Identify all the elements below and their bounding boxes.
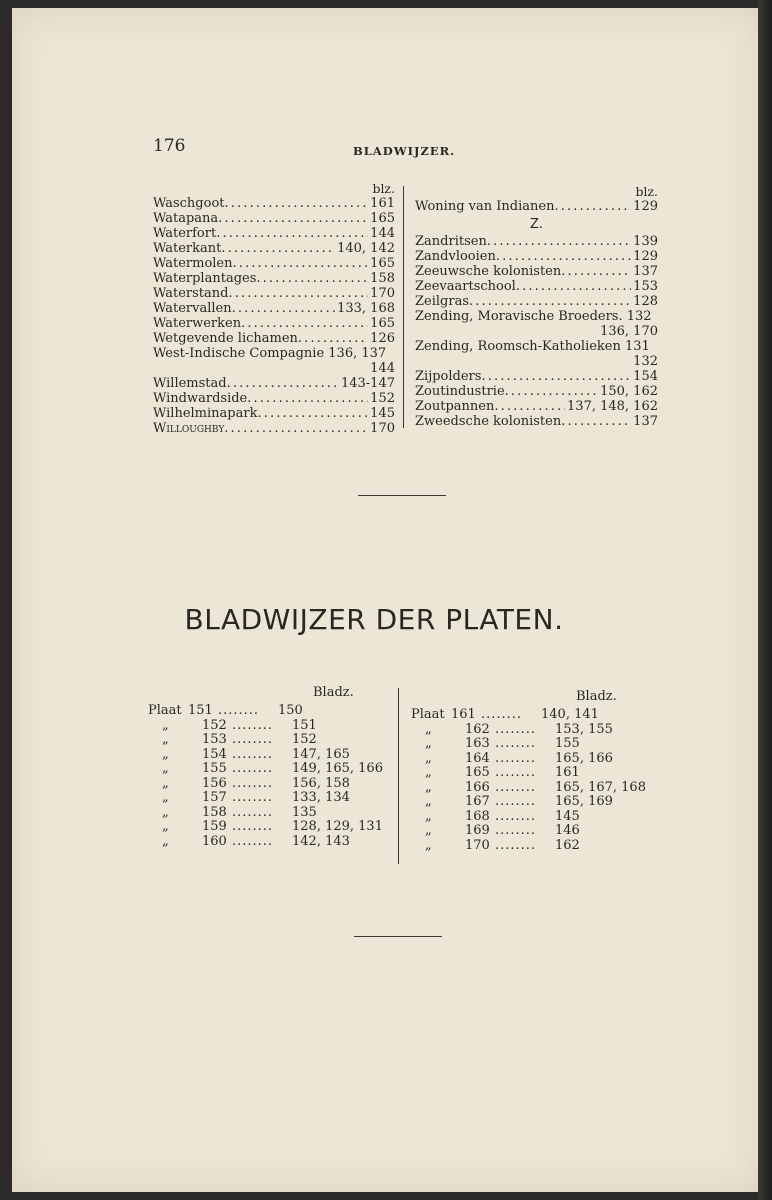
index-term: Zeeuwsche kolonisten	[415, 264, 562, 279]
leader-dots	[516, 279, 631, 294]
plate-pages: 151	[292, 717, 317, 733]
leader-dots: ........	[495, 824, 537, 838]
index-page: 128	[633, 294, 658, 309]
index-page: 129	[633, 249, 658, 264]
leader-dots	[256, 271, 368, 286]
index-term: West-Indische Compagnie 136, 137	[153, 346, 387, 361]
index-page: 129	[633, 199, 658, 214]
plate-pages: 161	[555, 765, 580, 780]
leader-dots	[298, 331, 368, 346]
plate-pages: 165, 166	[555, 750, 613, 766]
index-page: 150, 162	[600, 384, 658, 399]
plate-pages: 149, 165, 166	[292, 761, 383, 776]
index-entry	[415, 399, 658, 414]
index-term: Windwardside	[153, 391, 248, 406]
plate-entry	[148, 777, 383, 792]
plates-title: BLADWIJZER DER PLATEN.	[184, 603, 564, 636]
index-term: Willemstad	[153, 376, 227, 391]
index-term: Watervallen	[153, 301, 232, 316]
leader-dots	[241, 316, 368, 331]
col-header: Bladz.	[313, 685, 354, 700]
leader-dots: ........	[232, 834, 274, 849]
plate-number: 159	[202, 819, 227, 834]
plate-number: 152	[202, 717, 227, 733]
plate-entry	[411, 708, 646, 723]
col-header: Bladz.	[576, 689, 617, 704]
plate-number: 156	[202, 775, 227, 791]
plates-column-right	[411, 690, 646, 853]
index-page: 137, 148, 162	[567, 399, 658, 414]
leader-dots: ........	[481, 708, 523, 722]
index-entry	[153, 196, 395, 211]
page-edge	[758, 0, 772, 1200]
leader-dots	[554, 199, 631, 214]
plate-number: 164	[465, 750, 490, 766]
index-entry	[153, 211, 395, 226]
index-term: Zandritsen	[415, 234, 487, 249]
index-entry	[415, 264, 658, 279]
index-term: Waterwerken	[153, 316, 242, 331]
index-page-continuation: 132	[633, 354, 658, 369]
index-term: Zoutpannen	[415, 399, 495, 414]
leader-dots: ........	[495, 751, 537, 766]
plate-prefix: „	[162, 804, 169, 820]
leader-dots: ........	[495, 737, 537, 751]
plate-number: 158	[202, 804, 227, 820]
leader-dots: ........	[232, 733, 274, 747]
index-page-continuation: 136, 170	[600, 324, 658, 339]
plate-prefix: Plaat	[148, 703, 182, 718]
separator-rule	[354, 936, 442, 937]
index-entry	[415, 309, 658, 324]
plate-number: 154	[202, 746, 227, 762]
index-entry	[415, 414, 658, 429]
plate-number: 169	[465, 823, 490, 838]
index-term: Zeevaartschool	[415, 279, 516, 294]
plate-entry	[411, 810, 646, 825]
index-page: 126	[370, 331, 395, 346]
plate-prefix: „	[425, 837, 432, 853]
index-term: Woning van Indianen	[415, 199, 555, 214]
plate-pages: 165, 169	[555, 794, 613, 809]
leader-dots	[247, 391, 368, 406]
plate-prefix: „	[425, 823, 432, 838]
leader-dots	[257, 406, 368, 421]
plate-pages: 155	[555, 736, 580, 751]
leader-dots: ........	[232, 762, 274, 776]
plate-prefix: „	[162, 790, 169, 805]
plate-prefix: „	[162, 775, 169, 791]
index-entry	[153, 376, 395, 391]
index-page: 137	[633, 264, 658, 279]
index-entry	[415, 234, 658, 249]
index-page: 144	[370, 226, 395, 241]
index-term: Zoutindustrie	[415, 384, 505, 399]
index-entry	[153, 301, 395, 316]
index-entry	[153, 331, 395, 346]
leader-dots: ........	[495, 795, 537, 809]
plate-pages: 156, 158	[292, 775, 350, 791]
plate-prefix: „	[425, 794, 432, 809]
index-term: Waterstand	[153, 286, 229, 301]
leader-dots: ........	[232, 747, 274, 762]
index-page: 143-147	[340, 376, 395, 391]
plate-prefix: „	[425, 779, 432, 795]
plate-pages: 140, 141	[541, 707, 599, 722]
index-entry	[153, 241, 395, 256]
leader-dots	[232, 301, 336, 316]
plate-prefix: „	[425, 721, 432, 737]
plate-entry	[411, 781, 646, 796]
index-page-continuation: 144	[370, 361, 395, 376]
plate-number: 155	[202, 761, 227, 776]
plate-entry	[411, 723, 646, 738]
plate-prefix: „	[425, 765, 432, 780]
col-header: blz.	[372, 181, 395, 196]
index-entry	[415, 369, 658, 384]
leader-dots	[481, 369, 631, 384]
col-header: blz.	[635, 184, 658, 199]
index-page: 165	[370, 211, 395, 226]
plate-entry	[411, 839, 646, 854]
index-entry	[153, 271, 395, 286]
leader-dots: ........	[218, 704, 260, 718]
plate-pages: 152	[292, 732, 317, 747]
index-term: Waterfort	[153, 226, 217, 241]
index-column-left	[153, 181, 395, 436]
index-page: 158	[370, 271, 395, 286]
index-page: 165	[370, 316, 395, 331]
index-page: 161	[370, 196, 395, 211]
leader-dots	[561, 414, 631, 429]
index-page: 170	[370, 286, 395, 301]
index-term: Zending, Moravische Broeders. 132	[415, 309, 652, 324]
index-entry	[415, 279, 658, 294]
index-entry	[415, 199, 658, 214]
index-entry	[153, 226, 395, 241]
plate-number: 166	[465, 779, 490, 795]
plate-prefix: „	[425, 736, 432, 751]
index-entry	[415, 339, 658, 354]
leader-dots	[487, 234, 631, 249]
leader-dots	[218, 211, 368, 226]
plate-entry	[411, 766, 646, 781]
index-term: Willoughby	[153, 421, 225, 436]
plate-number: 167	[465, 794, 490, 809]
plate-number: 162	[465, 721, 490, 737]
leader-dots: ........	[232, 805, 274, 820]
plate-entry	[148, 820, 383, 835]
index-term: Wetgevende lichamen	[153, 331, 298, 346]
plate-prefix: „	[162, 833, 169, 849]
index-page: 139	[633, 234, 658, 249]
plate-prefix: „	[162, 761, 169, 776]
index-page: 137	[633, 414, 658, 429]
plate-number: 168	[465, 808, 490, 824]
leader-dots	[225, 196, 369, 211]
plate-number: 170	[465, 837, 490, 853]
plate-pages: 150	[278, 703, 303, 718]
index-term: Waschgoot	[153, 196, 225, 211]
plate-entry	[148, 719, 383, 734]
plate-number: 163	[465, 736, 490, 751]
plates-column-left	[148, 686, 383, 849]
plate-entry	[411, 824, 646, 839]
plate-prefix: „	[425, 808, 432, 824]
leader-dots	[224, 421, 368, 436]
leader-dots	[496, 249, 631, 264]
plate-pages: 147, 165	[292, 746, 350, 762]
page-number: 176	[153, 136, 186, 156]
plate-entry	[148, 748, 383, 763]
index-entry	[153, 256, 395, 271]
index-term: Zweedsche kolonisten	[415, 414, 562, 429]
leader-dots	[228, 286, 368, 301]
plate-pages: 135	[292, 804, 317, 820]
leader-dots: ........	[495, 722, 537, 737]
leader-dots: ........	[495, 809, 537, 824]
leader-dots: ........	[232, 776, 274, 791]
section-letter: Z.	[529, 217, 544, 232]
plate-number: 151	[188, 703, 213, 718]
column-divider	[398, 688, 399, 864]
index-term: Watapana	[153, 211, 219, 226]
plate-entry	[148, 762, 383, 777]
plate-entry	[148, 835, 383, 850]
leader-dots	[469, 294, 631, 309]
index-entry	[415, 384, 658, 399]
plate-number: 157	[202, 790, 227, 805]
index-term: Zijpolders	[415, 369, 482, 384]
index-entry	[153, 316, 395, 331]
plate-prefix: „	[162, 732, 169, 747]
index-entry	[153, 391, 395, 406]
leader-dots: ........	[495, 766, 537, 780]
leader-dots: ........	[232, 718, 274, 733]
index-term: Zeilgras	[415, 294, 469, 309]
index-page: 133, 168	[337, 301, 395, 316]
index-term: Zending, Roomsch-Katholieken 131	[415, 339, 650, 354]
running-title: BLADWIJZER.	[353, 144, 456, 158]
leader-dots	[494, 399, 565, 414]
leader-dots	[221, 241, 335, 256]
index-term: Waterkant	[153, 241, 222, 256]
plate-prefix: „	[162, 819, 169, 834]
plate-prefix: „	[162, 746, 169, 762]
index-page: 153	[633, 279, 658, 294]
plate-prefix: „	[162, 717, 169, 733]
plate-pages: 165, 167, 168	[555, 779, 646, 795]
plate-pages: 145	[555, 808, 580, 824]
plate-pages: 146	[555, 823, 580, 838]
plate-entry	[411, 752, 646, 767]
plate-number: 161	[451, 707, 476, 722]
plate-prefix: Plaat	[411, 707, 445, 722]
index-entry	[415, 249, 658, 264]
leader-dots: ........	[232, 820, 274, 834]
index-page: 140, 142	[337, 241, 395, 256]
plate-entry	[148, 704, 383, 719]
plate-entry	[411, 737, 646, 752]
plate-number: 165	[465, 765, 490, 780]
index-term: Wilhelminapark	[153, 406, 258, 421]
plate-pages: 128, 129, 131	[292, 819, 383, 834]
leader-dots	[233, 256, 369, 271]
plate-pages: 153, 155	[555, 721, 613, 737]
plate-entry	[148, 791, 383, 806]
plate-number: 160	[202, 833, 227, 849]
plate-entry	[148, 733, 383, 748]
leader-dots	[216, 226, 368, 241]
index-entry	[153, 346, 395, 361]
index-entry	[153, 286, 395, 301]
plate-entry	[148, 806, 383, 821]
leader-dots	[505, 384, 598, 399]
column-divider	[403, 186, 404, 428]
index-entry	[415, 294, 658, 309]
index-term: Zandvlooien	[415, 249, 496, 264]
index-page: 145	[370, 406, 395, 421]
plate-entry	[411, 795, 646, 810]
leader-dots: ........	[495, 838, 537, 853]
leader-dots: ........	[495, 780, 537, 795]
leader-dots	[227, 376, 339, 391]
index-column-right	[415, 184, 658, 429]
plate-pages: 142, 143	[292, 833, 350, 849]
plate-prefix: „	[425, 750, 432, 766]
index-term: Watermolen	[153, 256, 233, 271]
plate-pages: 133, 134	[292, 790, 350, 805]
index-entry	[153, 421, 395, 436]
index-page: 165	[370, 256, 395, 271]
index-page: 152	[370, 391, 395, 406]
index-entry	[153, 406, 395, 421]
index-page: 170	[370, 421, 395, 436]
plate-pages: 162	[555, 837, 580, 853]
separator-rule	[358, 495, 446, 496]
leader-dots	[561, 264, 631, 279]
plate-number: 153	[202, 732, 227, 747]
index-term: Waterplantages	[153, 271, 257, 286]
index-page: 154	[633, 369, 658, 384]
leader-dots: ........	[232, 791, 274, 805]
